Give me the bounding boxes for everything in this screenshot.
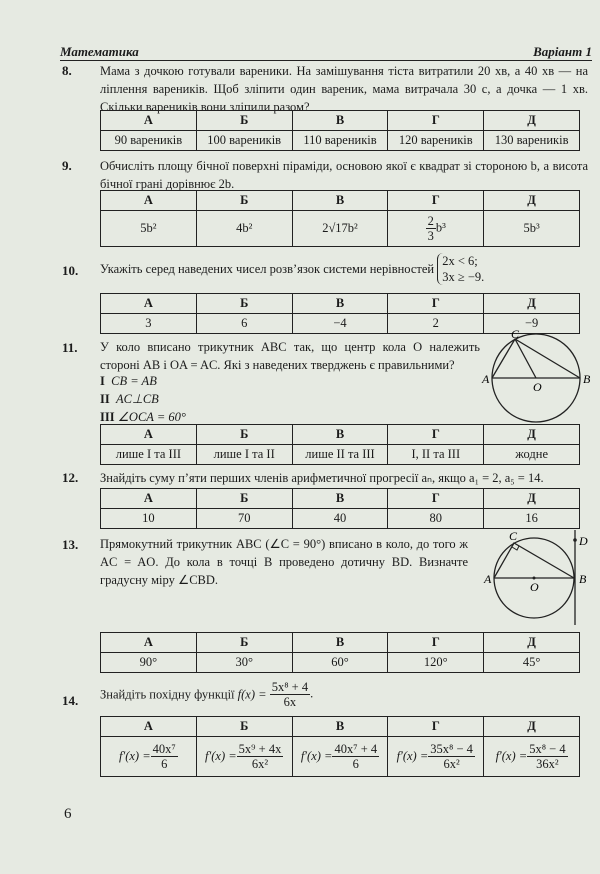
option-letter: Д bbox=[484, 489, 580, 509]
answer-cell[interactable]: 5b² bbox=[101, 211, 197, 247]
option-letter: В bbox=[292, 294, 388, 314]
option-letter: Г bbox=[388, 633, 484, 653]
option-letter: А bbox=[101, 633, 197, 653]
option-letter: А bbox=[101, 717, 197, 737]
problem-11-text: У коло вписано трикутник ABC так, що центр кола O належить стороні AB і OA = AC. Які з наведених тверджень є правильними? bbox=[100, 340, 480, 372]
denominator: 3 bbox=[427, 229, 434, 243]
problem-10-text bbox=[100, 253, 484, 285]
answer-cell[interactable]: 40 bbox=[292, 509, 388, 529]
problem-number: 10. bbox=[62, 263, 79, 278]
numerator: 2 bbox=[427, 214, 434, 228]
answer-cell[interactable]: 130 вареників bbox=[484, 131, 580, 151]
answer-table-11 bbox=[100, 424, 580, 465]
derivative-fraction bbox=[151, 742, 178, 771]
problem-8-text: Мама з дочкою готували вареники. На замішування тіста витратили 20 хв, а 40 хв — на ліплення вареників. Щоб зліпити один вареник, мама витрачала 30 с, а дочка — 1 хв. Скільки вареників вони зліпили разом? bbox=[100, 64, 588, 114]
option-letter: В bbox=[292, 191, 388, 211]
answer-cell[interactable]: −9 bbox=[484, 314, 580, 334]
problem-number: 8. bbox=[62, 63, 72, 78]
answer-table-8 bbox=[100, 110, 580, 151]
fraction bbox=[426, 214, 436, 243]
derivative-fraction bbox=[527, 742, 567, 771]
answer-text: b³ bbox=[435, 220, 446, 235]
numerator: 40x⁷ bbox=[152, 742, 176, 756]
answer-cell[interactable]: 30° bbox=[196, 653, 292, 673]
option-letter: Д bbox=[484, 191, 580, 211]
label-o: O bbox=[533, 380, 542, 394]
statement-number: II bbox=[100, 392, 110, 406]
derivative-lhs: f′(x) = bbox=[396, 749, 429, 763]
option-letter: Г bbox=[388, 191, 484, 211]
answer-cell[interactable]: 45° bbox=[484, 653, 580, 673]
answer-cell[interactable]: 10 bbox=[101, 509, 197, 529]
option-letter: Г bbox=[388, 111, 484, 131]
option-letter: В bbox=[292, 111, 388, 131]
answer-cell[interactable]: жодне bbox=[484, 445, 580, 465]
derivative-lhs: f′(x) = bbox=[119, 749, 151, 763]
answer-cell[interactable]: 120 вареників bbox=[388, 131, 484, 151]
option-letter: Д bbox=[484, 425, 580, 445]
problem-14-text: Знайдіть похідну функції f(x) = $\frac{\text{5x⁸ + 4}}{6x}$ . bbox=[100, 680, 314, 709]
label-a: A bbox=[484, 572, 492, 586]
answer-cell[interactable]: 5b³ bbox=[484, 211, 580, 247]
option-letter: Г bbox=[388, 294, 484, 314]
problem-10-question: Укажіть серед наведених чисел розв’язок системи нерівностей bbox=[100, 262, 435, 276]
statement-text: CB = AB bbox=[111, 374, 157, 388]
statement bbox=[100, 390, 186, 408]
derivative-fraction bbox=[332, 742, 379, 771]
option-letter: Б bbox=[196, 717, 292, 737]
variant-label: Варіант 1 bbox=[533, 44, 592, 59]
numerator: 5x⁸ − 4 bbox=[529, 742, 566, 756]
answer-cell[interactable] bbox=[484, 737, 580, 777]
problem-number: 12. bbox=[62, 470, 79, 485]
page-header bbox=[60, 44, 592, 61]
answer-table-10 bbox=[100, 293, 580, 334]
derivative-fraction bbox=[428, 742, 475, 771]
option-letter: А bbox=[101, 191, 197, 211]
option-letter: Б bbox=[196, 294, 292, 314]
option-letter: Г bbox=[388, 489, 484, 509]
answer-cell[interactable] bbox=[196, 737, 292, 777]
derivative-lhs: f′(x) = bbox=[205, 749, 237, 763]
label-c: C bbox=[509, 530, 518, 543]
option-letter: А bbox=[101, 294, 197, 314]
problem-9-text: Обчисліть площу бічної поверхні піраміди, основою якої є квадрат зі стороною b, а висота бічної грані дорівнює 2b. bbox=[100, 159, 588, 191]
denominator: 6x² bbox=[443, 757, 460, 771]
answer-cell[interactable]: 2 bbox=[388, 314, 484, 334]
numerator: 35x⁸ − 4 bbox=[430, 742, 473, 756]
answer-cell[interactable]: 4b² bbox=[196, 211, 292, 247]
numerator: 5x⁹ + 4x bbox=[238, 742, 282, 756]
function-fraction bbox=[270, 680, 310, 709]
answer-cell[interactable]: 2√17b² bbox=[292, 211, 388, 247]
subject-title: Математика bbox=[60, 44, 139, 59]
answer-cell[interactable]: 110 вареників bbox=[292, 131, 388, 151]
problem-12-text: Знайдіть суму п’яти перших членів арифметичної прогресії aₙ, якщо a₁ = 2, a₅ = 14. bbox=[100, 471, 544, 485]
option-letter: Б bbox=[196, 191, 292, 211]
numerator: 40x⁷ + 4 bbox=[334, 742, 378, 756]
answer-cell[interactable]: 120° bbox=[388, 653, 484, 673]
option-letter: Д bbox=[484, 111, 580, 131]
answer-cell[interactable]: 80 bbox=[388, 509, 484, 529]
option-letter: Б bbox=[196, 425, 292, 445]
label-c: C bbox=[511, 330, 520, 341]
statements-list bbox=[100, 372, 186, 426]
option-letter: В bbox=[292, 489, 388, 509]
statement-text: AC⊥CB bbox=[115, 392, 159, 406]
problem-number: 13. bbox=[62, 537, 79, 552]
problem-14-question: Знайдіть похідну функції bbox=[100, 687, 235, 702]
option-letter: А bbox=[101, 425, 197, 445]
answer-cell[interactable]: лише I та III bbox=[101, 445, 197, 465]
answer-table-9 bbox=[100, 190, 580, 247]
option-letter: Б bbox=[196, 111, 292, 131]
statement-text: ∠OCA = 60° bbox=[117, 410, 186, 424]
answer-cell[interactable] bbox=[292, 737, 388, 777]
denominator: 6 bbox=[352, 757, 359, 771]
answer-cell[interactable]: 16 bbox=[484, 509, 580, 529]
denominator: 6x² bbox=[251, 757, 269, 771]
label-d: D bbox=[579, 534, 588, 548]
option-letter: А bbox=[101, 489, 197, 509]
answer-cell[interactable]: лише II та III bbox=[292, 445, 388, 465]
label-o: O bbox=[530, 580, 539, 594]
denominator: 36x² bbox=[536, 757, 559, 771]
option-letter: В bbox=[292, 425, 388, 445]
option-letter: Д bbox=[484, 717, 580, 737]
answer-cell[interactable]: 100 вареників bbox=[196, 131, 292, 151]
option-letter: Д bbox=[484, 294, 580, 314]
option-letter: Г bbox=[388, 717, 484, 737]
answer-cell[interactable]: 70 bbox=[196, 509, 292, 529]
denominator: 6x bbox=[283, 695, 297, 709]
function-lhs: f(x) = bbox=[237, 687, 267, 702]
answer-cell[interactable] bbox=[388, 211, 484, 247]
answer-cell[interactable]: −4 bbox=[292, 314, 388, 334]
inequality: 2x < 6; bbox=[442, 254, 478, 268]
option-letter: А bbox=[101, 111, 197, 131]
derivative-fraction bbox=[237, 742, 284, 771]
answer-cell[interactable]: I, II та III bbox=[388, 445, 484, 465]
problem-number: 14. bbox=[62, 693, 79, 708]
numerator: 5x⁸ + 4 bbox=[271, 680, 309, 694]
answer-cell[interactable]: 6 bbox=[196, 314, 292, 334]
answer-table-14 bbox=[100, 716, 580, 777]
label-b: B bbox=[579, 572, 587, 586]
option-letter: В bbox=[292, 717, 388, 737]
statement-number: I bbox=[100, 374, 105, 388]
denominator: 6 bbox=[161, 757, 168, 771]
derivative-lhs: f′(x) = bbox=[300, 749, 333, 763]
answer-cell[interactable]: лише I та II bbox=[196, 445, 292, 465]
answer-cell[interactable] bbox=[101, 737, 197, 777]
label-b: B bbox=[583, 372, 591, 386]
answer-cell[interactable]: 90 вареників bbox=[101, 131, 197, 151]
option-letter: В bbox=[292, 633, 388, 653]
option-letter: Д bbox=[484, 633, 580, 653]
problem-number: 11. bbox=[62, 340, 78, 355]
statement bbox=[100, 372, 186, 390]
inequality-system bbox=[437, 253, 484, 285]
answer-table-13 bbox=[100, 632, 580, 673]
problem-number: 9. bbox=[62, 158, 72, 173]
option-letter: Б bbox=[196, 489, 292, 509]
circle-figure-13 bbox=[482, 530, 600, 630]
statement-number: III bbox=[100, 410, 115, 424]
answer-cell[interactable] bbox=[388, 737, 484, 777]
derivative-lhs: f′(x) = bbox=[495, 749, 528, 763]
problem-13-text: Прямокутний трикутник ABC (∠C = 90°) вписано в коло, до того ж AC = AO. До кола в точці B проведено дотичну BD. Визначте градусну міру ∠CBD. bbox=[100, 537, 468, 587]
label-a: A bbox=[482, 372, 490, 386]
option-letter: Г bbox=[388, 425, 484, 445]
answer-cell[interactable]: 3 bbox=[101, 314, 197, 334]
answer-cell[interactable]: 90° bbox=[101, 653, 197, 673]
answer-cell[interactable]: 60° bbox=[292, 653, 388, 673]
inequality: 3x ≥ −9. bbox=[442, 270, 485, 284]
page-number: 6 bbox=[64, 806, 72, 822]
option-letter: Б bbox=[196, 633, 292, 653]
answer-table-12 bbox=[100, 488, 580, 529]
